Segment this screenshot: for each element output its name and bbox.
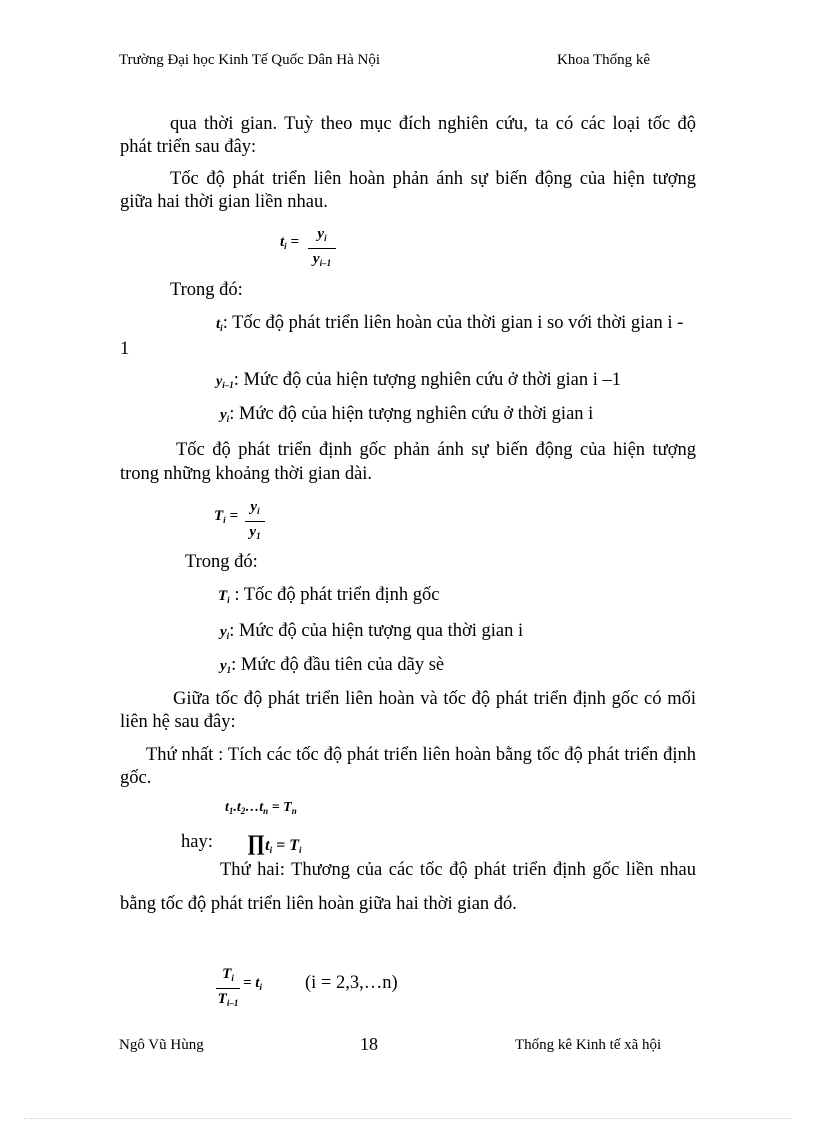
paragraph-line: giữa hai thời gian liền nhau. — [120, 192, 328, 212]
symbol-T: $T_i$ — [218, 588, 230, 605]
symbol-y2: $y_i$ — [220, 624, 230, 641]
formula-product-symbol: $\prod t_i = T_i$ — [247, 830, 302, 855]
paragraph-line: gốc. — [120, 768, 152, 788]
symbol-t: $t_i$ — [216, 316, 223, 333]
paragraph-line: bằng tốc độ phát triển liên hoàn giữa hai thời gian đó. — [120, 894, 517, 914]
definition-y-prev: $y_{i-1}$: Mức độ của hiện tượng nghiên cứu ở thời gian i –1 — [216, 370, 621, 390]
formula-product: $t_1.t_2\dots t_n = T_n$ — [225, 800, 297, 816]
header-faculty: Khoa Thống kê — [557, 52, 651, 68]
page-number: 18 — [360, 1034, 378, 1054]
symbol-y1: $y_1$ — [220, 658, 232, 675]
where-label: Trong đó: — [170, 280, 243, 300]
paragraph-line: qua thời gian. Tuỳ theo mục đích nghiên cứu, ta có các loại tốc độ — [170, 114, 696, 134]
paragraph-line: trong những khoảng thời gian dài. — [120, 464, 373, 484]
definition-t-cont: 1 — [120, 339, 130, 359]
definition-y2: $y_i$: Mức độ của hiện tượng qua thời gian i — [220, 621, 524, 641]
hay-label: hay: — [181, 832, 213, 852]
definition-t: $t_i$: Tốc độ phát triển liên hoàn của thời gian i so với thời gian i - — [216, 313, 684, 333]
paragraph-line: Giữa tốc độ phát triển liên hoàn và tốc độ phát triển định gốc có mối — [173, 689, 696, 709]
symbol-y-prev: $y_{i-1}$ — [216, 374, 234, 390]
footer-author: Ngô Vũ Hùng — [119, 1037, 204, 1053]
definition-y: $y_i$: Mức độ của hiện tượng nghiên cứu ở thời gian i — [220, 404, 594, 424]
paragraph-line: Tốc độ phát triển định gốc phản ánh sự biến động của hiện tượng — [176, 440, 696, 460]
paragraph-line: phát triển sau đây: — [120, 137, 257, 157]
definition-y1: $y_1$: Mức độ đầu tiên của dãy sè — [220, 655, 445, 675]
definition-T: $T_i$ : Tốc độ phát triển định gốc — [218, 585, 440, 605]
page-edge-divider — [24, 1118, 792, 1119]
symbol-y: $y_i$ — [220, 407, 230, 424]
paragraph-line: Tốc độ phát triển liên hoàn phản ánh sự biến động của hiện tượng — [170, 169, 696, 189]
where-label: Trong đó: — [185, 552, 258, 572]
paragraph-line: Thứ nhất : Tích các tốc độ phát triển liên hoàn bằng tốc độ phát triển định — [146, 745, 696, 765]
footer-title: Thống kê Kinh tế xã hội — [515, 1037, 662, 1053]
paragraph-line: Thứ hai: Thương của các tốc độ phát triển định gốc liền nhau — [220, 860, 696, 880]
index-range: (i = 2,3,…n) — [305, 973, 398, 993]
paragraph-line: liên hệ sau đây: — [120, 712, 236, 732]
header-school: Trường Đại học Kinh Tế Quốc Dân Hà Nội — [119, 52, 381, 68]
